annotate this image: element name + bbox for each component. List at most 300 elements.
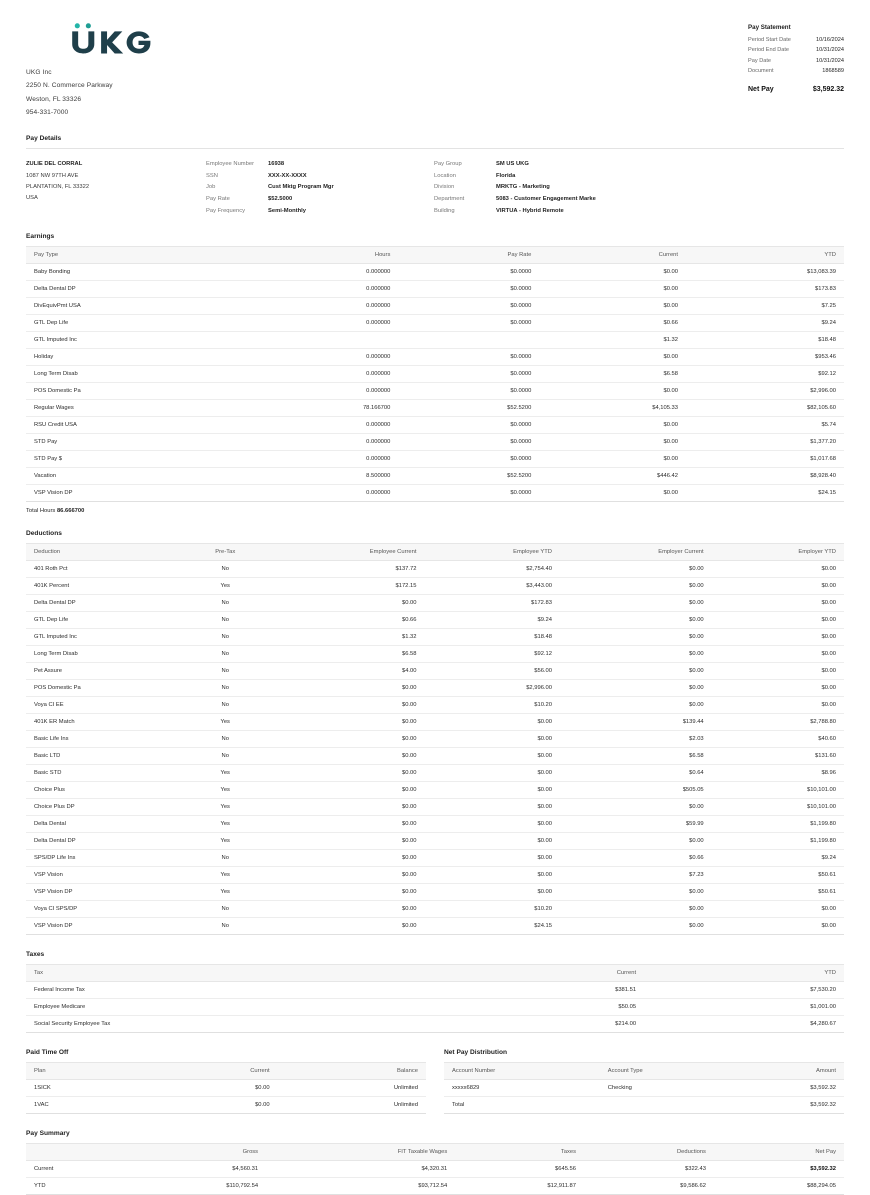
employee-address-line-0: 1087 NW 97TH AVE bbox=[26, 172, 79, 179]
table-cell: Delta Dental bbox=[26, 816, 181, 833]
deductions-title: Deductions bbox=[26, 530, 62, 538]
table-cell: $1,199.80 bbox=[712, 816, 844, 833]
table-cell: $2,788.80 bbox=[712, 714, 844, 731]
table-cell: $0.00 bbox=[424, 714, 560, 731]
table-cell: $2,996.00 bbox=[686, 383, 844, 400]
table-cell: $18.48 bbox=[424, 629, 560, 646]
table-cell: $9.24 bbox=[424, 612, 560, 629]
table-cell: $4.00 bbox=[270, 663, 425, 680]
table-cell: STD Pay $ bbox=[26, 451, 246, 468]
table-cell: $0.00 bbox=[270, 697, 425, 714]
table-cell: Federal Income Tax bbox=[26, 982, 467, 999]
table-cell: VSP Vision DP bbox=[26, 918, 181, 935]
table-cell: No bbox=[181, 561, 270, 578]
document-value: 1868589 bbox=[822, 68, 844, 75]
table-cell: $0.00 bbox=[270, 850, 425, 867]
table-cell: Current bbox=[26, 1161, 128, 1178]
table-cell: 0.000000 bbox=[246, 281, 398, 298]
table-cell: Baby Bonding bbox=[26, 264, 246, 281]
column-header: Gross bbox=[128, 1144, 266, 1161]
period-start-value: 10/16/2024 bbox=[816, 37, 844, 43]
pay-details-section bbox=[0, 135, 870, 217]
pay-summary-table-head bbox=[26, 1144, 844, 1161]
column-header: Taxes bbox=[455, 1144, 584, 1161]
table-cell: $0.00 bbox=[539, 417, 686, 434]
statement-row-pay-date bbox=[748, 56, 844, 66]
table-cell: $0.66 bbox=[539, 315, 686, 332]
table-cell: $0.00 bbox=[270, 867, 425, 884]
table-cell: $0.0000 bbox=[398, 451, 539, 468]
net-pay-label: Net Pay bbox=[748, 86, 774, 94]
table-cell: 0.000000 bbox=[246, 315, 398, 332]
table-cell: $0.0000 bbox=[398, 434, 539, 451]
pay-details-title: Pay Details bbox=[26, 135, 62, 143]
table-cell: $0.00 bbox=[560, 799, 712, 816]
table-row bbox=[26, 999, 844, 1016]
table-cell: $6.58 bbox=[539, 366, 686, 383]
table-cell: $139.44 bbox=[560, 714, 712, 731]
table-row bbox=[26, 298, 844, 315]
table-cell: $7.25 bbox=[686, 298, 844, 315]
table-cell: $0.00 bbox=[712, 595, 844, 612]
department-label: Department bbox=[434, 196, 465, 203]
table-cell: $59.99 bbox=[560, 816, 712, 833]
earnings-table bbox=[26, 246, 844, 502]
table-row bbox=[26, 578, 844, 595]
detail-pay-frequency bbox=[206, 206, 434, 218]
table-cell: $0.00 bbox=[560, 646, 712, 663]
column-header: FIT Taxable Wages bbox=[266, 1144, 455, 1161]
npd-table-head bbox=[444, 1063, 844, 1080]
table-cell: 0.000000 bbox=[246, 349, 398, 366]
table-cell: $0.00 bbox=[560, 680, 712, 697]
npd-header-row bbox=[444, 1063, 844, 1080]
table-cell: $6.58 bbox=[270, 646, 425, 663]
table-cell: $2,996.00 bbox=[424, 680, 560, 697]
column-header: Employee Current bbox=[270, 544, 425, 561]
taxes-header-row bbox=[26, 965, 844, 982]
table-cell: $0.00 bbox=[270, 782, 425, 799]
table-cell: $93,712.54 bbox=[266, 1178, 455, 1195]
table-cell: $0.00 bbox=[560, 663, 712, 680]
table-cell: $0.00 bbox=[560, 578, 712, 595]
table-row bbox=[26, 982, 844, 999]
table-cell: $0.00 bbox=[712, 612, 844, 629]
table-cell: No bbox=[181, 901, 270, 918]
table-row bbox=[26, 417, 844, 434]
table-row bbox=[26, 332, 844, 349]
table-cell: $172.15 bbox=[270, 578, 425, 595]
table-cell: $56.00 bbox=[424, 663, 560, 680]
table-cell: $0.00 bbox=[712, 918, 844, 935]
table-cell: $0.00 bbox=[560, 697, 712, 714]
table-cell: $0.0000 bbox=[398, 281, 539, 298]
company-line-0: UKG Inc bbox=[26, 69, 52, 76]
table-cell: $0.00 bbox=[270, 884, 425, 901]
table-cell: $110,792.54 bbox=[128, 1178, 266, 1195]
table-cell: Long Term Disab bbox=[26, 366, 246, 383]
table-cell: $0.0000 bbox=[398, 315, 539, 332]
table-cell: $4,560.31 bbox=[128, 1161, 266, 1178]
location-value: Florida bbox=[496, 172, 516, 179]
table-row bbox=[26, 281, 844, 298]
statement-spacer bbox=[748, 76, 844, 80]
table-cell: No bbox=[181, 731, 270, 748]
pay-details-right-column bbox=[434, 159, 844, 217]
table-row bbox=[26, 867, 844, 884]
pay-details-middle-column bbox=[206, 159, 434, 217]
column-header: YTD bbox=[644, 965, 844, 982]
table-cell: $0.00 bbox=[424, 799, 560, 816]
table-cell: $0.00 bbox=[539, 349, 686, 366]
paid-time-off-title: Paid Time Off bbox=[26, 1049, 69, 1057]
table-cell: $0.00 bbox=[712, 629, 844, 646]
table-cell: $0.0000 bbox=[398, 264, 539, 281]
table-cell: $0.00 bbox=[424, 884, 560, 901]
table-row bbox=[26, 697, 844, 714]
npd-table-body bbox=[444, 1080, 844, 1114]
earnings-table-head bbox=[26, 247, 844, 264]
table-cell: No bbox=[181, 850, 270, 867]
table-row bbox=[26, 434, 844, 451]
table-cell: $0.0000 bbox=[398, 383, 539, 400]
employee-number-label: Employee Number bbox=[206, 161, 255, 168]
table-cell: Yes bbox=[181, 816, 270, 833]
table-cell: Voya CI SPS/DP bbox=[26, 901, 181, 918]
employee-address-line-1: PLANTATION, FL 33322 bbox=[26, 183, 90, 190]
table-cell: $0.00 bbox=[712, 663, 844, 680]
net-pay-distribution-table bbox=[444, 1062, 844, 1114]
column-header: Employee YTD bbox=[424, 544, 560, 561]
table-cell: $52.5200 bbox=[398, 400, 539, 417]
table-cell: Unlimited bbox=[278, 1080, 426, 1097]
table-cell: $3,592.32 bbox=[734, 1080, 844, 1097]
pay-rate-label: Pay Rate bbox=[206, 196, 230, 203]
table-cell: GTL Imputed Inc bbox=[26, 332, 246, 349]
table-cell: Delta Dental DP bbox=[26, 595, 181, 612]
table-cell: $5.74 bbox=[686, 417, 844, 434]
table-row bbox=[26, 748, 844, 765]
table-cell: $50.61 bbox=[712, 867, 844, 884]
taxes-section bbox=[0, 951, 870, 1033]
table-cell: No bbox=[181, 748, 270, 765]
table-cell: $50.61 bbox=[712, 884, 844, 901]
location-label: Location bbox=[434, 172, 456, 179]
column-header: Tax bbox=[26, 965, 467, 982]
table-row bbox=[26, 680, 844, 697]
ukg-logo-icon bbox=[62, 22, 190, 56]
table-cell: $0.00 bbox=[560, 595, 712, 612]
table-cell: Delta Dental DP bbox=[26, 281, 246, 298]
table-row bbox=[26, 612, 844, 629]
table-cell: $4,320.31 bbox=[266, 1161, 455, 1178]
company-address bbox=[26, 66, 446, 119]
table-cell: $0.00 bbox=[560, 833, 712, 850]
table-cell: 0.000000 bbox=[246, 298, 398, 315]
table-cell: $645.56 bbox=[455, 1161, 584, 1178]
table-cell: DivEquivPmt USA bbox=[26, 298, 246, 315]
table-cell: No bbox=[181, 646, 270, 663]
table-cell: $88,294.05 bbox=[714, 1178, 844, 1195]
table-cell: $1,377.20 bbox=[686, 434, 844, 451]
table-cell: Holiday bbox=[26, 349, 246, 366]
table-row bbox=[444, 1097, 844, 1114]
table-cell: No bbox=[181, 697, 270, 714]
division-value: MRKTG - Marketing bbox=[496, 184, 550, 191]
detail-employee-number bbox=[206, 159, 434, 171]
table-cell: Basic Life Ins bbox=[26, 731, 181, 748]
table-cell: $0.00 bbox=[539, 485, 686, 502]
table-cell: $0.00 bbox=[560, 612, 712, 629]
table-row bbox=[26, 264, 844, 281]
table-row bbox=[26, 646, 844, 663]
table-cell: $3,592.32 bbox=[714, 1161, 844, 1178]
column-header: Net Pay bbox=[714, 1144, 844, 1161]
table-cell: VSP Vision DP bbox=[26, 884, 181, 901]
net-pay-distribution-section bbox=[444, 1049, 844, 1114]
table-cell: $12,911.87 bbox=[455, 1178, 584, 1195]
table-cell: $0.0000 bbox=[398, 417, 539, 434]
pay-summary-table-body bbox=[26, 1161, 844, 1195]
detail-pay-rate bbox=[206, 194, 434, 206]
table-cell: $0.00 bbox=[560, 629, 712, 646]
table-cell: $40.60 bbox=[712, 731, 844, 748]
ssn-value: XXX-XX-XXXX bbox=[268, 172, 307, 179]
paid-time-off-table bbox=[26, 1062, 426, 1114]
table-row bbox=[26, 595, 844, 612]
table-cell: GTL Imputed Inc bbox=[26, 629, 181, 646]
table-cell: 0.000000 bbox=[246, 366, 398, 383]
table-cell: Total bbox=[444, 1097, 600, 1114]
column-header: Account Number bbox=[444, 1063, 600, 1080]
table-row bbox=[26, 663, 844, 680]
table-cell: 0.000000 bbox=[246, 417, 398, 434]
column-header: YTD bbox=[686, 247, 844, 264]
table-cell bbox=[600, 1097, 734, 1114]
table-cell: $1.32 bbox=[539, 332, 686, 349]
table-cell: Vacation bbox=[26, 468, 246, 485]
table-cell: 0.000000 bbox=[246, 383, 398, 400]
pay-details-body bbox=[26, 148, 844, 217]
table-cell: $505.05 bbox=[560, 782, 712, 799]
table-row bbox=[26, 816, 844, 833]
table-cell: $50.05 bbox=[467, 999, 644, 1016]
taxes-table bbox=[26, 964, 844, 1033]
table-cell: $137.72 bbox=[270, 561, 425, 578]
page-header bbox=[0, 0, 870, 119]
table-row bbox=[26, 765, 844, 782]
table-cell: xxxxx6829 bbox=[444, 1080, 600, 1097]
table-cell: $0.0000 bbox=[398, 298, 539, 315]
total-hours bbox=[26, 502, 844, 514]
table-cell: $0.66 bbox=[270, 612, 425, 629]
statement-row-period-end bbox=[748, 45, 844, 55]
table-cell: $322.43 bbox=[584, 1161, 714, 1178]
column-header bbox=[26, 1144, 128, 1161]
earnings-section bbox=[0, 233, 870, 514]
table-cell: Basic LTD bbox=[26, 748, 181, 765]
table-cell: POS Domestic Pa bbox=[26, 383, 246, 400]
table-row bbox=[26, 799, 844, 816]
table-cell: $0.00 bbox=[712, 561, 844, 578]
table-cell: $0.0000 bbox=[398, 349, 539, 366]
table-cell: $446.42 bbox=[539, 468, 686, 485]
table-cell: Yes bbox=[181, 884, 270, 901]
table-cell: $0.00 bbox=[424, 833, 560, 850]
table-cell: 8.500000 bbox=[246, 468, 398, 485]
taxes-table-body bbox=[26, 982, 844, 1033]
company-line-2: Weston, FL 33326 bbox=[26, 95, 82, 103]
table-cell: $3,443.00 bbox=[424, 578, 560, 595]
table-cell: $9,586.62 bbox=[584, 1178, 714, 1195]
detail-building bbox=[434, 206, 844, 218]
table-cell: No bbox=[181, 680, 270, 697]
detail-pay-group bbox=[434, 159, 844, 171]
table-cell: Yes bbox=[181, 799, 270, 816]
table-cell: $1,017.68 bbox=[686, 451, 844, 468]
table-cell: $24.15 bbox=[424, 918, 560, 935]
table-cell: VSP Vision bbox=[26, 867, 181, 884]
table-cell: $131.60 bbox=[712, 748, 844, 765]
table-cell: Employee Medicare bbox=[26, 999, 467, 1016]
table-cell: $0.00 bbox=[424, 731, 560, 748]
table-cell: $0.66 bbox=[560, 850, 712, 867]
pay-statement-title: Pay Statement bbox=[748, 24, 791, 31]
detail-ssn bbox=[206, 171, 434, 183]
table-cell: $92.12 bbox=[686, 366, 844, 383]
pto-header-row bbox=[26, 1063, 426, 1080]
table-cell: $0.00 bbox=[539, 264, 686, 281]
pto-table-head bbox=[26, 1063, 426, 1080]
table-row bbox=[26, 315, 844, 332]
table-cell: $0.0000 bbox=[398, 366, 539, 383]
table-cell: $0.00 bbox=[147, 1080, 278, 1097]
building-label: Building bbox=[434, 207, 455, 214]
statement-row-net-pay bbox=[748, 84, 844, 97]
table-cell: $0.64 bbox=[560, 765, 712, 782]
table-row bbox=[26, 468, 844, 485]
employee-identity bbox=[26, 159, 206, 217]
earnings-title: Earnings bbox=[26, 233, 55, 241]
earnings-header-row bbox=[26, 247, 844, 264]
building-value: VIRTUA - Hybrid Remote bbox=[496, 207, 564, 214]
table-cell: $0.00 bbox=[270, 765, 425, 782]
column-header: Pre-Tax bbox=[181, 544, 270, 561]
table-row bbox=[26, 901, 844, 918]
table-cell: $8.96 bbox=[712, 765, 844, 782]
table-cell: $3,592.32 bbox=[734, 1097, 844, 1114]
table-cell: $0.00 bbox=[270, 680, 425, 697]
table-row bbox=[26, 714, 844, 731]
table-cell: 401K ER Match bbox=[26, 714, 181, 731]
deductions-table-body bbox=[26, 561, 844, 935]
earnings-table-body bbox=[26, 264, 844, 502]
table-row bbox=[26, 629, 844, 646]
total-hours-label: Total Hours bbox=[26, 508, 56, 515]
table-cell: $0.00 bbox=[424, 816, 560, 833]
table-cell: Yes bbox=[181, 867, 270, 884]
table-cell: Social Security Employee Tax bbox=[26, 1016, 467, 1033]
table-cell: $4,105.33 bbox=[539, 400, 686, 417]
table-cell: Choice Plus bbox=[26, 782, 181, 799]
column-header: Amount bbox=[734, 1063, 844, 1080]
table-cell: 401K Percent bbox=[26, 578, 181, 595]
column-header: Account Type bbox=[600, 1063, 734, 1080]
table-cell: $92.12 bbox=[424, 646, 560, 663]
table-cell: 0.000000 bbox=[246, 434, 398, 451]
pay-frequency-value: Semi-Monthly bbox=[268, 207, 307, 214]
taxes-title: Taxes bbox=[26, 951, 45, 959]
table-cell: $10,101.00 bbox=[712, 799, 844, 816]
table-cell: $0.00 bbox=[270, 731, 425, 748]
paid-time-off-section bbox=[26, 1049, 426, 1114]
table-cell: YTD bbox=[26, 1178, 128, 1195]
table-cell: $0.00 bbox=[712, 901, 844, 918]
column-header: Employer Current bbox=[560, 544, 712, 561]
table-cell: $24.15 bbox=[686, 485, 844, 502]
table-cell: $0.00 bbox=[424, 782, 560, 799]
job-label: Job bbox=[206, 184, 216, 191]
period-end-label: Period End Date bbox=[748, 47, 790, 54]
table-cell: $0.00 bbox=[712, 646, 844, 663]
deductions-section bbox=[0, 530, 870, 935]
column-header: Employer YTD bbox=[712, 544, 844, 561]
table-cell: $9.24 bbox=[712, 850, 844, 867]
table-cell: $7,530.20 bbox=[644, 982, 844, 999]
document-label: Document bbox=[748, 68, 774, 75]
company-block bbox=[26, 22, 446, 119]
table-cell: $0.00 bbox=[270, 595, 425, 612]
table-cell: $10.20 bbox=[424, 901, 560, 918]
job-value: Cust Mktg Program Mgr bbox=[268, 184, 334, 191]
column-header: Current bbox=[467, 965, 644, 982]
table-cell: Basic STD bbox=[26, 765, 181, 782]
table-cell: $0.00 bbox=[270, 901, 425, 918]
deductions-table-head bbox=[26, 544, 844, 561]
table-cell: $0.00 bbox=[560, 918, 712, 935]
table-cell: $1,001.00 bbox=[644, 999, 844, 1016]
table-cell: $52.5200 bbox=[398, 468, 539, 485]
table-cell: $0.00 bbox=[539, 281, 686, 298]
table-cell bbox=[246, 332, 398, 349]
pay-rate-value: $52.5000 bbox=[268, 196, 293, 203]
company-line-3: 954-331-7000 bbox=[26, 108, 69, 116]
table-cell: No bbox=[181, 595, 270, 612]
table-cell: $0.00 bbox=[712, 680, 844, 697]
table-cell: 0.000000 bbox=[246, 451, 398, 468]
table-cell: $172.83 bbox=[424, 595, 560, 612]
table-row bbox=[26, 1016, 844, 1033]
table-cell: $0.00 bbox=[270, 816, 425, 833]
table-cell: $0.00 bbox=[539, 298, 686, 315]
table-cell: $953.46 bbox=[686, 349, 844, 366]
table-cell: $10.20 bbox=[424, 697, 560, 714]
table-cell: $18.48 bbox=[686, 332, 844, 349]
table-cell: Unlimited bbox=[278, 1097, 426, 1114]
table-cell: Pet Assure bbox=[26, 663, 181, 680]
table-cell: Yes bbox=[181, 578, 270, 595]
pay-date-value: 10/31/2024 bbox=[816, 57, 844, 64]
table-cell: $0.00 bbox=[560, 884, 712, 901]
pto-and-distribution-row bbox=[0, 1049, 870, 1114]
employee-name: ZULIE DEL CORRAL bbox=[26, 161, 83, 168]
table-cell: 1VAC bbox=[26, 1097, 147, 1114]
table-cell: $0.00 bbox=[270, 714, 425, 731]
table-row bbox=[26, 731, 844, 748]
table-cell: SPS/DP Life Ins bbox=[26, 850, 181, 867]
table-cell: $2.03 bbox=[560, 731, 712, 748]
table-row bbox=[26, 1080, 426, 1097]
